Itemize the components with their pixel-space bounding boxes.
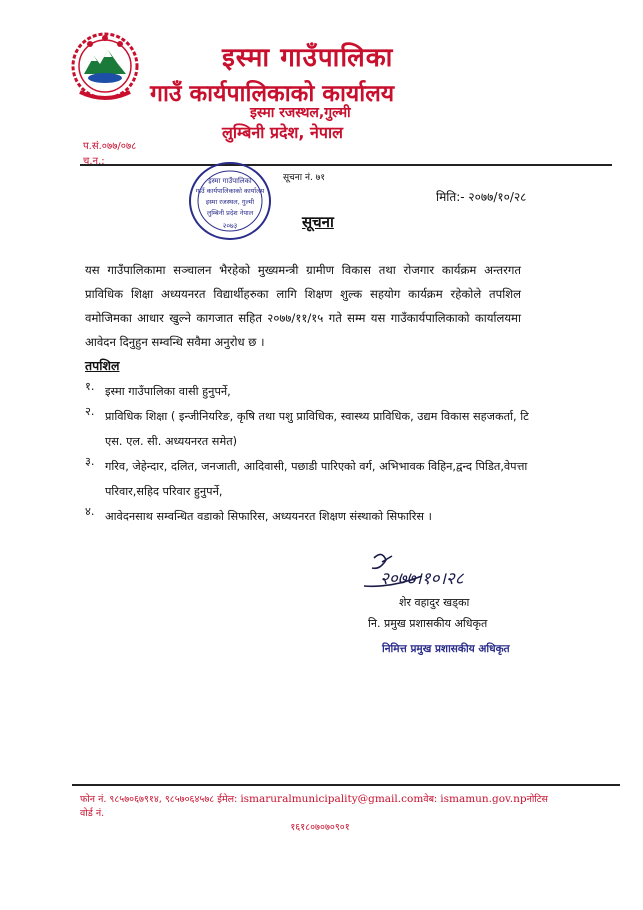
list-item-number: ३.	[85, 455, 95, 468]
list-item	[85, 454, 545, 504]
web-label: वेब:	[423, 794, 438, 805]
list-item	[85, 504, 545, 529]
footer-divider	[72, 784, 620, 786]
list-item	[85, 379, 545, 404]
notice-paragraph: यस गाउँपालिकामा सञ्चालन भैरहेको मुख्यमन्त्री ग्रामीण विकास तथा रोजगार कार्यक्रम अन्तरगत प्राविधिक शिक्षा अध्ययनरत विद्यार्थीहरुका लागि शिक्षण शुल्क सहयोग कार्यक्रम रहेकोले तपशिल वमोजिमका आधार खुल्ने कागजात सहित २०७७/११/१५ गते सम्म यस गाउँकार्यपालिकाको कार्यालयमा आवेदन दिनुहुन सम्वन्धि सवैमा अनुरोध छ ।	[85, 263, 521, 349]
list-item-text: प्राविधिक शिक्षा ( इन्जीनियरिङ, कृषि तथा पशु प्राविधिक, स्वास्थ्य प्राविधिक, उद्यम विकास सहजकर्ता, टि एस. एल. सी. अध्ययनरत समेत)	[105, 410, 529, 448]
handwritten-signature	[352, 548, 512, 598]
dispatch-number: च.न.:	[83, 156, 105, 167]
office-address: इस्मा रजस्थल,गुल्मी	[250, 105, 351, 121]
list-item-text: आवेदनसाथ सम्वन्धित वडाको सिफारिस, अध्ययनरत शिक्षण संस्थाको सिफारिस ।	[105, 510, 432, 523]
details-heading: तपशिल	[85, 358, 120, 373]
email-link[interactable]: ismaruralmunicipality@gmail.com	[240, 793, 424, 805]
email-label: ईमेल:	[217, 794, 238, 805]
signatory-stamp: निमित्त प्रमुख प्रशासकीय अधिकृत	[382, 643, 510, 655]
phone-numbers: ९८५७०६७९१४, ९८५७०६४५७८	[109, 794, 215, 805]
phone-label: फोन नं.	[80, 794, 107, 805]
nepal-emblem-icon	[70, 30, 140, 102]
office-stamp-icon	[180, 158, 280, 244]
details-list	[85, 379, 545, 529]
stamp-text-1: इस्मा गाउँपालिका	[208, 177, 252, 185]
stamp-text-5: २०७३	[222, 222, 238, 230]
office-title: इस्मा गाउँपालिका	[222, 43, 394, 73]
signatory-title: नि. प्रमुख प्रशासकीय अधिकृत	[368, 617, 488, 630]
list-item-text: गरिव, जेहेन्दार, दलित, जनजाती, आदिवासी, पछाडी पारिएको वर्ग, अभिभावक विहिन,द्वन्द पिडित,वेपत्ता परिवार,सहिद परिवार हुनुपर्ने,	[105, 460, 528, 498]
stamp-text-4: लुम्बिनी प्रदेश नेपाल	[206, 209, 254, 217]
signature-date: २०७७।१०।२८	[380, 569, 464, 589]
list-item	[85, 404, 545, 454]
notice-heading: सूचना	[302, 213, 334, 231]
header-divider	[80, 164, 612, 166]
stamp-text-2: गाउँ कार्यपालिकाको कार्यालय	[195, 187, 265, 195]
list-item-number: १.	[85, 380, 95, 393]
office-subtitle: गाउँ कार्यपालिकाको कार्यालय	[150, 81, 395, 107]
stamp-text-3: इस्मा रजस्थल, गुल्मी	[205, 198, 255, 206]
footer-contact	[80, 792, 560, 835]
notice-board-number: १६१८०७०७०९०१	[290, 822, 350, 833]
notice-number: सूचना नं. ७१	[283, 173, 326, 183]
notice-date: मिति:- २०७७/१०/२८	[436, 190, 527, 204]
list-item-text: इस्मा गाउँपालिका वासी हुनुपर्ने,	[105, 385, 231, 398]
reference-number: प.सं.०७७/०७८	[83, 141, 137, 152]
list-item-number: २.	[85, 405, 95, 418]
list-item-number: ४.	[85, 505, 95, 518]
office-province: लुम्बिनी प्रदेश, नेपाल	[222, 123, 344, 142]
signatory-name: शेर वहादुर खड्का	[399, 596, 470, 609]
notice-board-label: नोटिस वोर्ड नं.	[80, 794, 548, 819]
website-link[interactable]: ismamun.gov.np	[440, 793, 527, 805]
